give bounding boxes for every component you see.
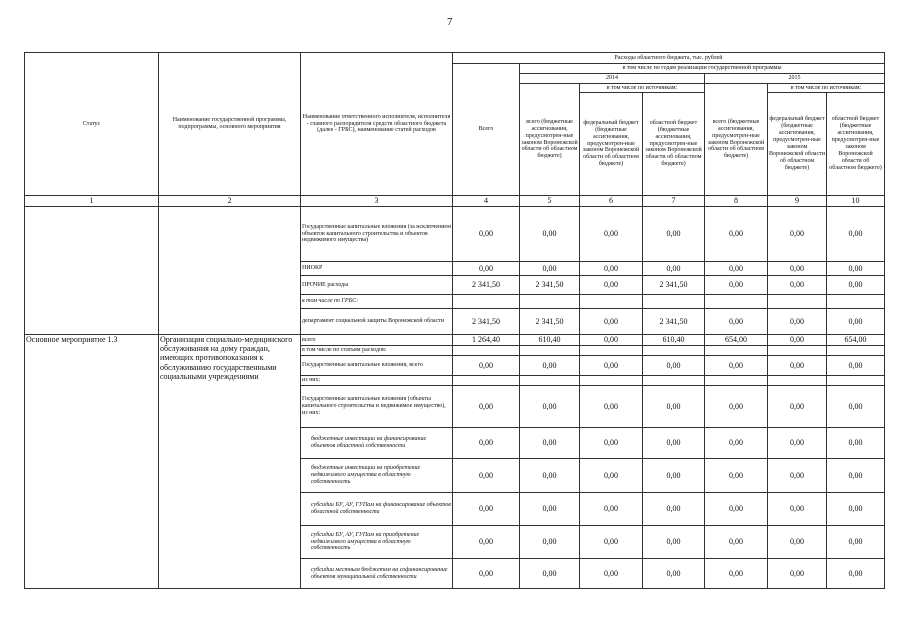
value-cell bbox=[580, 376, 643, 386]
header-by-years: в том числе по годам реализации государственной программы bbox=[520, 64, 885, 74]
row-label: субсидии БУ, АУ, ГУПам на приобретение недвижимого имущества в областную собственность bbox=[301, 526, 453, 559]
row-label: Государственные капитальные вложения, всего bbox=[301, 356, 453, 376]
value-cell: 0,00 bbox=[768, 526, 827, 559]
header-all-2014: всего (бюджетные ассигнования, предусмотрен-ные законом Воронежской области об областном бюджете) bbox=[520, 84, 580, 196]
value-cell: 0,00 bbox=[827, 356, 885, 376]
value-cell: 0,00 bbox=[453, 262, 520, 276]
value-cell: 0,00 bbox=[520, 459, 580, 493]
value-cell: 0,00 bbox=[453, 493, 520, 526]
header-status: Статус bbox=[25, 53, 159, 196]
value-cell: 0,00 bbox=[580, 276, 643, 295]
value-cell bbox=[643, 346, 705, 356]
value-cell: 0,00 bbox=[580, 459, 643, 493]
value-cell: 0,00 bbox=[705, 493, 768, 526]
value-cell: 0,00 bbox=[768, 493, 827, 526]
value-cell: 0,00 bbox=[580, 526, 643, 559]
value-cell: 0,00 bbox=[453, 526, 520, 559]
value-cell bbox=[520, 376, 580, 386]
value-cell: 0,00 bbox=[705, 207, 768, 262]
value-cell bbox=[705, 346, 768, 356]
row-label: в том числе по статьям расходов: bbox=[301, 346, 453, 356]
value-cell: 2 341,50 bbox=[453, 276, 520, 295]
measure-status: Основное мероприятие 1.3 bbox=[25, 335, 159, 589]
value-cell bbox=[643, 376, 705, 386]
value-cell: 0,00 bbox=[453, 356, 520, 376]
row-label: из них: bbox=[301, 376, 453, 386]
value-cell bbox=[705, 295, 768, 309]
value-cell: 0,00 bbox=[643, 386, 705, 428]
header-federal-2014: федеральный бюджет (бюджетные ассигнования, предусмотрен-ные законом Воронежской области об областном бюджете) bbox=[580, 93, 643, 196]
col-number: 8 bbox=[705, 196, 768, 207]
value-cell: 2 341,50 bbox=[520, 276, 580, 295]
value-cell: 654,00 bbox=[705, 335, 768, 346]
value-cell: 0,00 bbox=[643, 428, 705, 459]
value-cell: 0,00 bbox=[705, 386, 768, 428]
value-cell bbox=[580, 295, 643, 309]
value-cell: 610,40 bbox=[520, 335, 580, 346]
header-regional-2015: областной бюджет (бюджетные ассигнования, предусмотрен-ные законом Воронежской области об областном бюджете) bbox=[827, 93, 885, 196]
value-cell: 0,00 bbox=[453, 459, 520, 493]
header-total: Всего bbox=[453, 64, 520, 196]
value-cell: 0,00 bbox=[580, 559, 643, 589]
value-cell: 0,00 bbox=[827, 276, 885, 295]
value-cell bbox=[580, 346, 643, 356]
row-label: ПРОЧИЕ расходы bbox=[301, 276, 453, 295]
value-cell: 0,00 bbox=[768, 262, 827, 276]
value-cell: 2 341,50 bbox=[520, 309, 580, 335]
value-cell: 0,00 bbox=[768, 276, 827, 295]
value-cell: 0,00 bbox=[768, 559, 827, 589]
header-year-2014: 2014 bbox=[520, 74, 705, 84]
value-cell bbox=[453, 376, 520, 386]
col-number: 5 bbox=[520, 196, 580, 207]
value-cell bbox=[768, 295, 827, 309]
col-number: 3 bbox=[301, 196, 453, 207]
col-number: 7 bbox=[643, 196, 705, 207]
header-expenses: Расходы областного бюджета, тыс. рублей bbox=[453, 53, 885, 64]
value-cell: 0,00 bbox=[705, 356, 768, 376]
value-cell: 2 341,50 bbox=[643, 276, 705, 295]
budget-table bbox=[24, 52, 885, 589]
value-cell: 0,00 bbox=[580, 493, 643, 526]
value-cell: 0,00 bbox=[768, 207, 827, 262]
value-cell: 0,00 bbox=[520, 356, 580, 376]
header-program-name: Наименование государственной программы, подпрограммы, основного мероприятия bbox=[159, 53, 301, 196]
measure-name: Организация социально-медицинского обслуживания на дому граждан, имеющих противопоказания к обслуживанию государственными социальными учреждениями bbox=[159, 335, 301, 589]
value-cell: 0,00 bbox=[643, 459, 705, 493]
value-cell: 0,00 bbox=[520, 493, 580, 526]
row-label: в том числе по ГРБС: bbox=[301, 295, 453, 309]
value-cell: 0,00 bbox=[643, 207, 705, 262]
value-cell bbox=[705, 376, 768, 386]
value-cell: 0,00 bbox=[827, 262, 885, 276]
value-cell: 0,00 bbox=[768, 386, 827, 428]
value-cell: 0,00 bbox=[768, 459, 827, 493]
header-regional-2014: областной бюджет (бюджетные ассигнования, предусмотрен-ные законом Воронежской области об областном бюджете) bbox=[643, 93, 705, 196]
value-cell: 0,00 bbox=[705, 309, 768, 335]
header-year-2015: 2015 bbox=[705, 74, 885, 84]
value-cell: 0,00 bbox=[580, 335, 643, 346]
value-cell: 0,00 bbox=[643, 493, 705, 526]
header-incl-sources-2015: в том числе по источникам: bbox=[768, 84, 885, 93]
page-number: 7 bbox=[447, 16, 453, 28]
value-cell: 0,00 bbox=[580, 262, 643, 276]
program-cell-empty bbox=[159, 207, 301, 335]
value-cell: 0,00 bbox=[580, 428, 643, 459]
row-label: всего bbox=[301, 335, 453, 346]
value-cell: 0,00 bbox=[827, 428, 885, 459]
header-federal-2015: федеральный бюджет (бюджетные ассигнования, предусмотрен-ные законом Воронежской области об областном бюджете) bbox=[768, 93, 827, 196]
col-number: 9 bbox=[768, 196, 827, 207]
value-cell: 0,00 bbox=[768, 428, 827, 459]
value-cell: 0,00 bbox=[768, 335, 827, 346]
value-cell bbox=[827, 376, 885, 386]
value-cell: 0,00 bbox=[827, 559, 885, 589]
row-label: НИОКР bbox=[301, 262, 453, 276]
value-cell: 0,00 bbox=[580, 386, 643, 428]
value-cell: 0,00 bbox=[520, 559, 580, 589]
value-cell: 0,00 bbox=[520, 386, 580, 428]
value-cell: 0,00 bbox=[705, 559, 768, 589]
value-cell: 2 341,50 bbox=[453, 309, 520, 335]
value-cell: 0,00 bbox=[453, 207, 520, 262]
value-cell: 0,00 bbox=[580, 207, 643, 262]
value-cell: 0,00 bbox=[827, 526, 885, 559]
value-cell bbox=[520, 346, 580, 356]
value-cell bbox=[453, 295, 520, 309]
value-cell: 0,00 bbox=[705, 526, 768, 559]
value-cell: 0,00 bbox=[643, 526, 705, 559]
value-cell: 1 264,40 bbox=[453, 335, 520, 346]
header-all-2015: всего (бюджетные ассигнования, предусмотрен-ные законом Воронежской области об областном бюджете) bbox=[705, 84, 768, 196]
header-incl-sources-2014: в том числе по источникам: bbox=[580, 84, 705, 93]
status-cell-empty bbox=[25, 207, 159, 335]
row-label: департамент социальной защиты Воронежской области bbox=[301, 309, 453, 335]
value-cell bbox=[768, 376, 827, 386]
header-executor-name: Наименование ответственного исполнителя, исполнителя - главного распорядителя средств областного бюджета (далее - ГРБС), наименование статей расходов bbox=[301, 53, 453, 196]
value-cell: 0,00 bbox=[643, 356, 705, 376]
value-cell: 0,00 bbox=[520, 207, 580, 262]
value-cell: 0,00 bbox=[643, 559, 705, 589]
value-cell: 654,00 bbox=[827, 335, 885, 346]
row-label: бюджетные инвестиции на приобретение недвижимого имущества в областную собственность bbox=[301, 459, 453, 493]
value-cell bbox=[453, 346, 520, 356]
value-cell: 0,00 bbox=[768, 309, 827, 335]
value-cell: 0,00 bbox=[705, 428, 768, 459]
value-cell: 0,00 bbox=[643, 262, 705, 276]
value-cell: 0,00 bbox=[520, 526, 580, 559]
value-cell: 0,00 bbox=[580, 309, 643, 335]
value-cell bbox=[768, 346, 827, 356]
value-cell: 0,00 bbox=[580, 356, 643, 376]
value-cell: 0,00 bbox=[768, 356, 827, 376]
value-cell: 0,00 bbox=[520, 428, 580, 459]
value-cell: 0,00 bbox=[827, 309, 885, 335]
value-cell: 0,00 bbox=[453, 428, 520, 459]
value-cell bbox=[827, 295, 885, 309]
value-cell: 0,00 bbox=[827, 493, 885, 526]
value-cell: 2 341,50 bbox=[643, 309, 705, 335]
value-cell: 0,00 bbox=[827, 386, 885, 428]
value-cell bbox=[643, 295, 705, 309]
col-number: 4 bbox=[453, 196, 520, 207]
value-cell: 0,00 bbox=[453, 386, 520, 428]
value-cell: 610,40 bbox=[643, 335, 705, 346]
value-cell: 0,00 bbox=[827, 459, 885, 493]
value-cell: 0,00 bbox=[827, 207, 885, 262]
value-cell bbox=[827, 346, 885, 356]
value-cell: 0,00 bbox=[705, 262, 768, 276]
value-cell bbox=[520, 295, 580, 309]
value-cell: 0,00 bbox=[520, 262, 580, 276]
col-number: 10 bbox=[827, 196, 885, 207]
value-cell: 0,00 bbox=[453, 559, 520, 589]
row-label: субсидии местным бюджетам на софинансирование объектов муниципальной собственности bbox=[301, 559, 453, 589]
row-label: Государственные капитальные вложения (за исключением объектов капитального строительства и объектов недвижимого имущества) bbox=[301, 207, 453, 262]
row-label: Государственные капитальные вложения (объекты капитального строительства и недвижимое имущество), из них: bbox=[301, 386, 453, 428]
value-cell: 0,00 bbox=[705, 276, 768, 295]
col-number: 6 bbox=[580, 196, 643, 207]
col-number: 2 bbox=[159, 196, 301, 207]
row-label: бюджетные инвестиции на финансирование объектов областной собственности bbox=[301, 428, 453, 459]
row-label: субсидии БУ, АУ, ГУПам на финансирование объектов областной собственности bbox=[301, 493, 453, 526]
value-cell: 0,00 bbox=[705, 459, 768, 493]
col-number: 1 bbox=[25, 196, 159, 207]
